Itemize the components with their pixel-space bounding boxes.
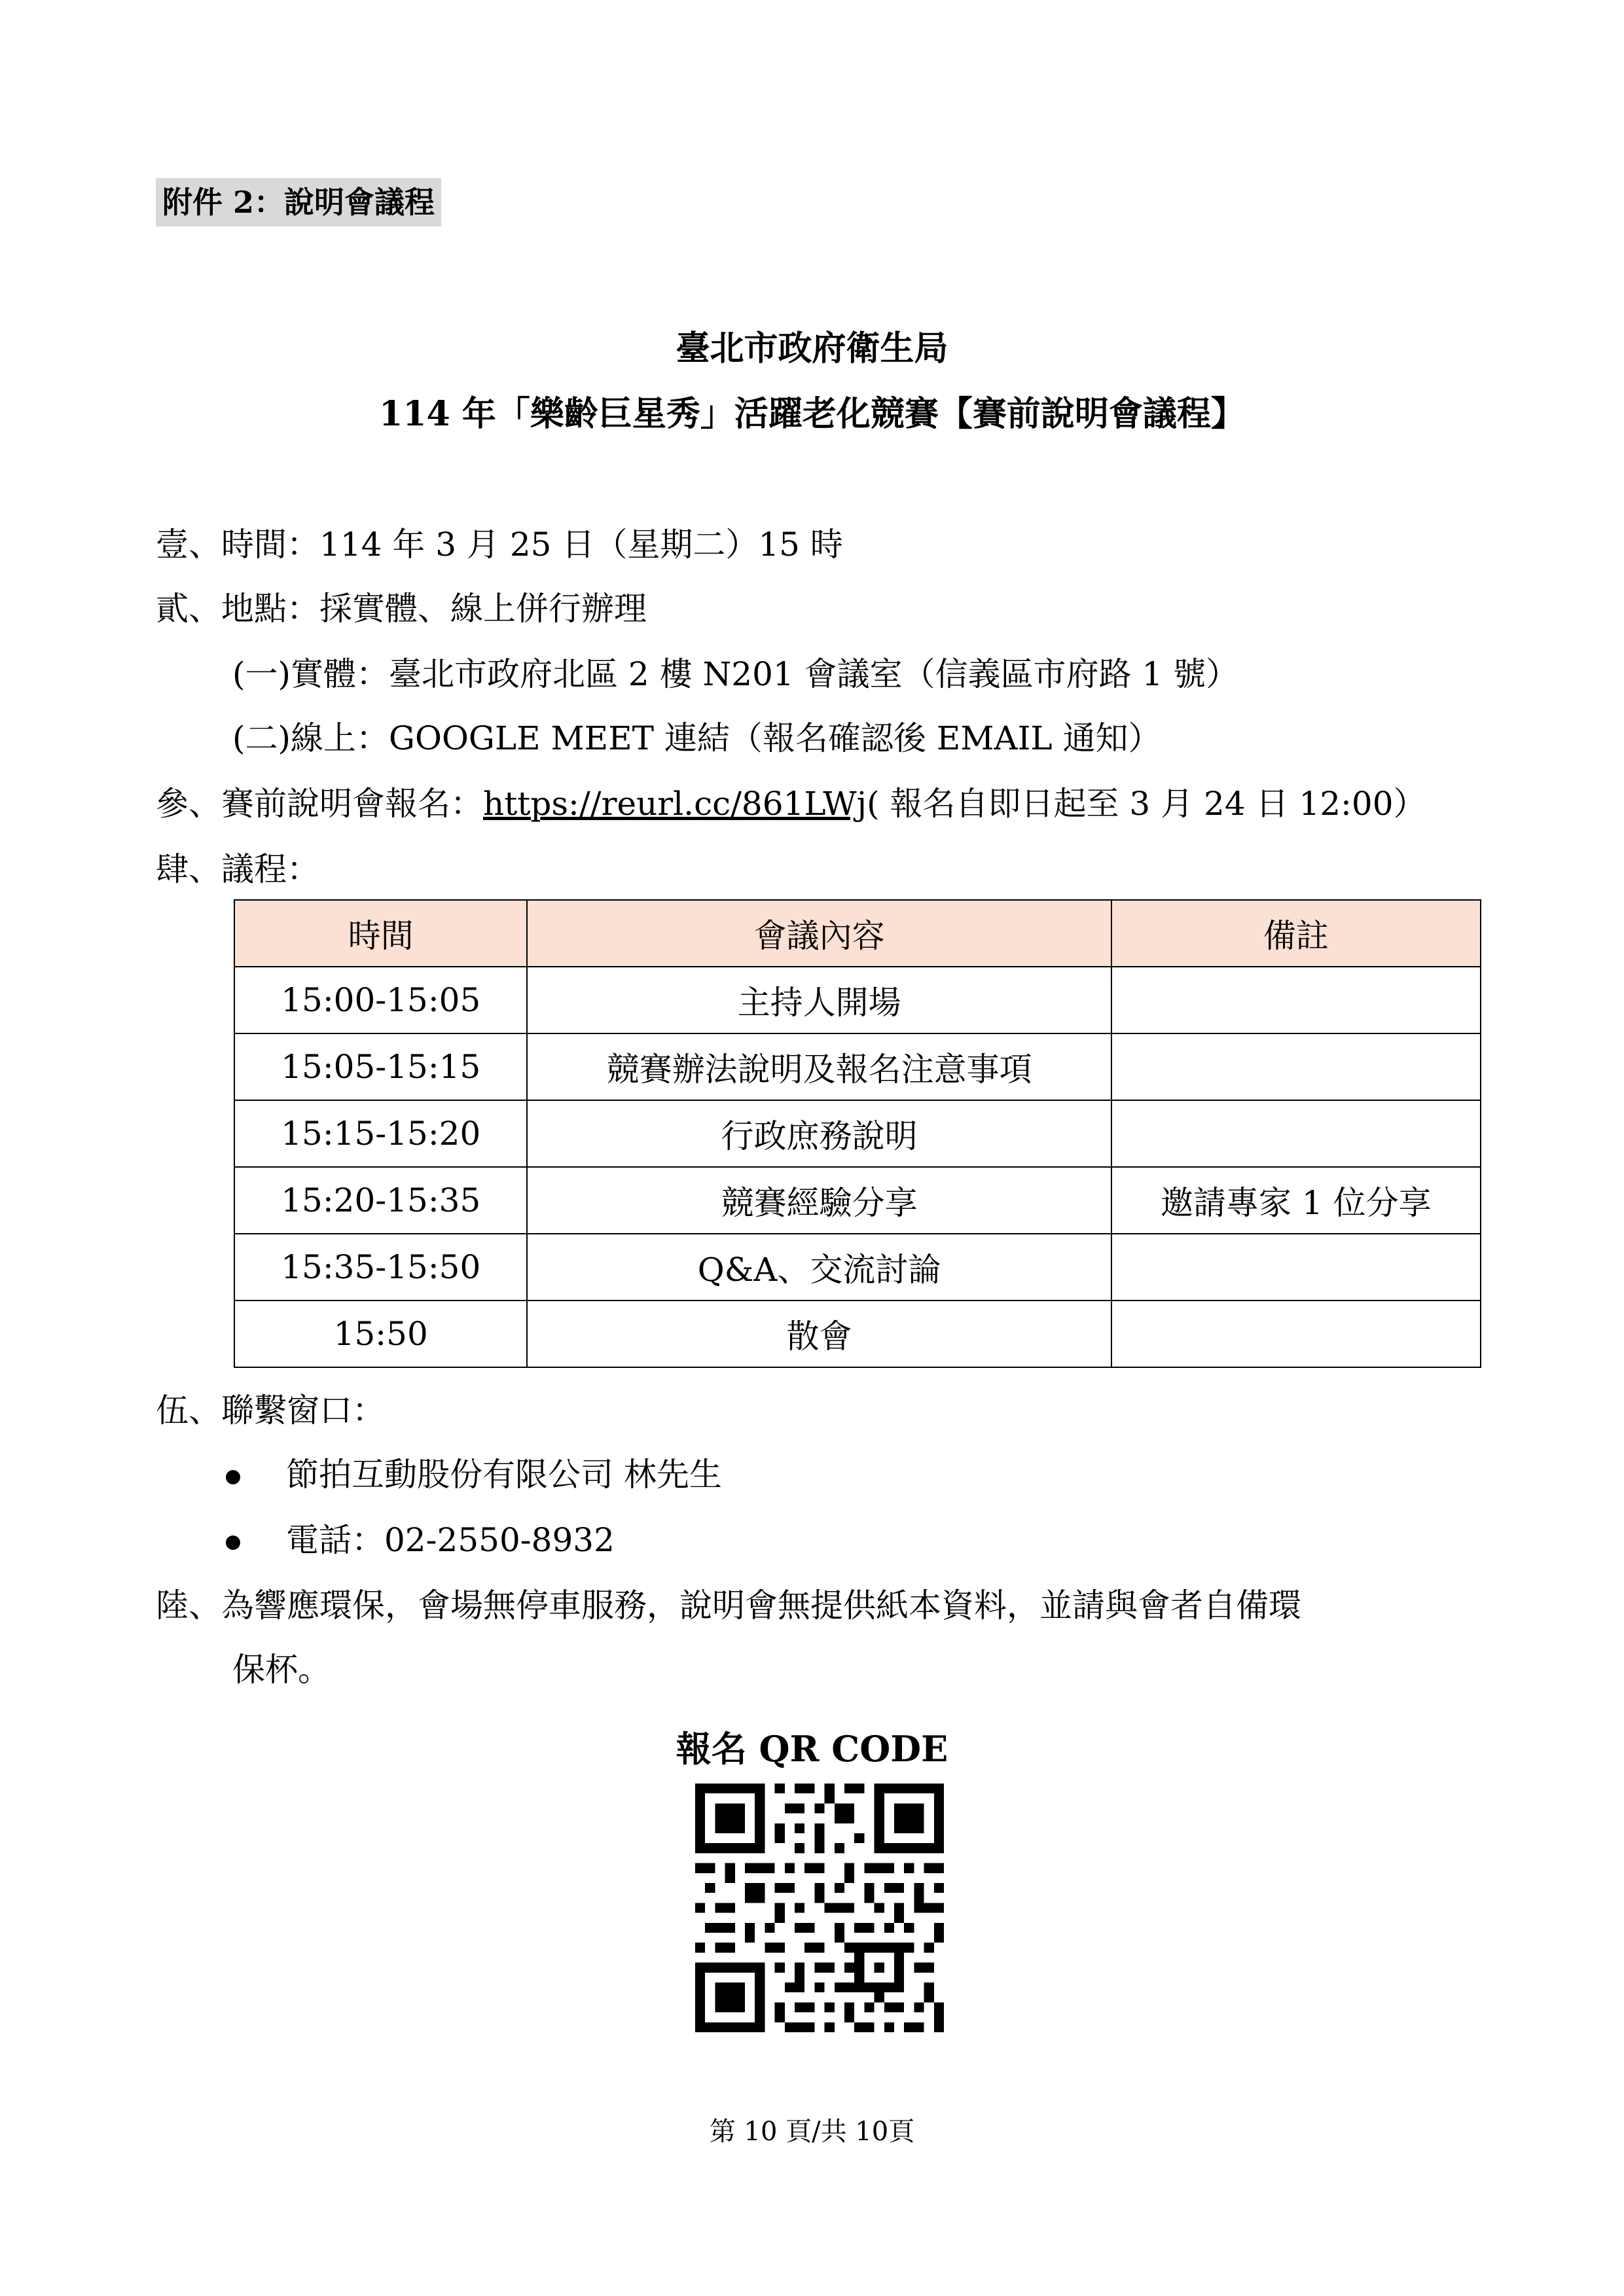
eco-note-line2: 保杯。 <box>232 1651 331 1689</box>
bullet-icon <box>226 1535 240 1550</box>
item-registration <box>156 781 1426 827</box>
agenda-note-cell <box>1111 1300 1481 1367</box>
agenda-time-cell: 15:00-15:05 <box>234 967 527 1033</box>
agenda-time-cell: 15:20-15:35 <box>234 1167 527 1234</box>
registration-qr-code[interactable] <box>695 1784 944 2032</box>
item-contact-heading: 伍、聯繫窗口： <box>156 1391 385 1429</box>
qr-title: 報名 QR CODE <box>676 1728 948 1770</box>
agenda-content-cell: 競賽辦法說明及報名注意事項 <box>527 1033 1111 1100</box>
item-place-physical: (一)實體：臺北市政府北區 2 樓 N201 會議室（信義區市府路 1 號） <box>232 655 1239 693</box>
agenda-note-cell <box>1111 967 1481 1033</box>
table-row <box>234 1234 1481 1300</box>
page-footer: 第 10 頁/共 10頁 <box>709 2117 915 2147</box>
document-subtitle: 114 年「樂齡巨星秀」活躍老化競賽【賽前說明會議程】 <box>379 394 1245 434</box>
bullet-icon <box>226 1470 240 1484</box>
agenda-header-note: 備註 <box>1111 900 1481 967</box>
contact-company: 節拍互動股份有限公司 林先生 <box>286 1456 722 1494</box>
agenda-note-cell: 邀請專家 1 位分享 <box>1111 1167 1481 1234</box>
table-row <box>234 1300 1481 1367</box>
agenda-header-row <box>234 900 1481 967</box>
registration-deadline: ( 報名自即日起至 3 月 24 日 12:00） <box>867 785 1426 823</box>
agenda-content-cell: 主持人開場 <box>527 967 1111 1033</box>
agenda-time-cell: 15:05-15:15 <box>234 1033 527 1100</box>
agenda-content-cell: 行政庶務說明 <box>527 1100 1111 1167</box>
contact-phone: 電話：02-2550-8932 <box>286 1521 615 1559</box>
table-row <box>234 1033 1481 1100</box>
table-row <box>234 1167 1481 1234</box>
item-place-online: (二)線上：GOOGLE MEET 連結（報名確認後 EMAIL 通知） <box>232 719 1161 757</box>
agenda-time-cell: 15:15-15:20 <box>234 1100 527 1167</box>
agenda-time-cell: 15:50 <box>234 1300 527 1367</box>
agenda-header-time: 時間 <box>234 900 527 967</box>
table-row <box>234 1100 1481 1167</box>
contact-phone-item <box>226 1517 615 1563</box>
agenda-note-cell <box>1111 1033 1481 1100</box>
item-agenda-heading: 肆、議程： <box>156 850 319 888</box>
agenda-content-cell: 散會 <box>527 1300 1111 1367</box>
item-time: 壹、時間：114 年 3 月 25 日（星期二）15 時 <box>156 526 843 564</box>
agenda-table <box>234 899 1481 1368</box>
registration-label: 參、賽前說明會報名： <box>156 785 483 823</box>
eco-note-line1: 陸、為響應環保，會場無停車服務，說明會無提供紙本資料，並請與會者自備環 <box>156 1587 1301 1624</box>
attachment-label: 附件 2：說明會議程 <box>156 178 441 226</box>
agenda-header-content: 會議內容 <box>527 900 1111 967</box>
table-row <box>234 967 1481 1033</box>
agenda-content-cell: Q&A、交流討論 <box>527 1234 1111 1300</box>
agenda-note-cell <box>1111 1100 1481 1167</box>
agenda-time-cell: 15:35-15:50 <box>234 1234 527 1300</box>
agenda-content-cell: 競賽經驗分享 <box>527 1167 1111 1234</box>
document-title: 臺北市政府衛生局 <box>676 329 948 368</box>
contact-company-item <box>226 1452 722 1498</box>
agenda-note-cell <box>1111 1234 1481 1300</box>
item-place: 貳、地點：採實體、線上併行辦理 <box>156 590 647 628</box>
registration-link[interactable]: https://reurl.cc/861LWj <box>483 785 867 823</box>
